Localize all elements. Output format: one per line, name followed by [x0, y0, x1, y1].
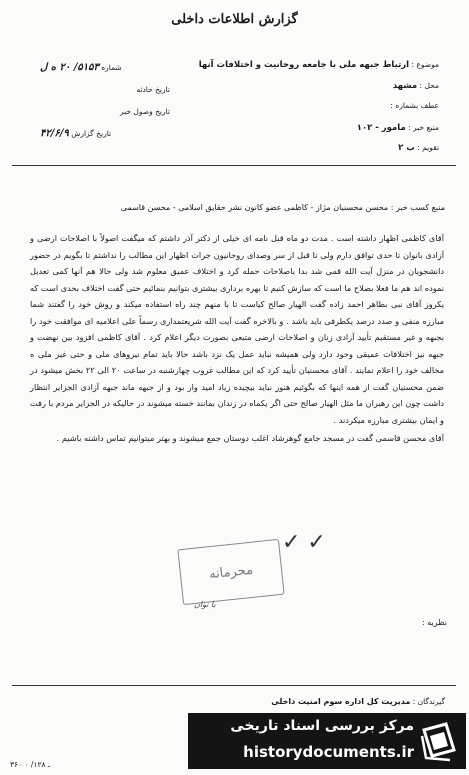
handwritten-scribble: ✓ ✓ — [282, 530, 326, 555]
place-value: مشهد — [392, 81, 418, 91]
report-date-row — [40, 128, 111, 139]
source-label: منبع خبر : — [408, 123, 439, 132]
document-title: گزارش اطلاعات داخلی — [171, 12, 298, 27]
receipt-date-label: تاریخ وصول خبر — [119, 107, 170, 116]
watermark-url: historydocuments.ir — [243, 743, 414, 761]
source-value: مامور - ۱۰۲ — [356, 123, 406, 133]
subject-row — [199, 60, 439, 70]
receivers-value: مدیریت کل اداره سوم امنیت داخلی — [271, 697, 411, 706]
header-divider — [12, 165, 456, 166]
report-date-label: تاریخ گزارش — [71, 129, 112, 138]
body-paragraph: آقای کاظمی اظهار داشته است . مدت دو ماه قبل نامه ای خیلی از دکتر آذر داشتم که میگفت اصولاً با اصلاحات ارضی و آزادی بانوان تا حدی توافق دارم ولی تا قبل از سر وصدای روحانیون جرات اظهار این مطالب را نداشتم تا بگویم در حضور دانشجویان در منزل آیت الله قمی شد بدا باصلاحات حمله کرد و اختلاف عمیق معلوم شد ولی حالا هم آنها کمی تعدیل نموده اند هم ما فعلا بصلاح ما است که سازش کنیم تا بهره برداری بیشتری بتوانیم بنمائیم حتی گفت اختلاف بحدی است که یکروز آقای نبی بطاهر احمد زاده گفت الهیار صالح کیاست تا با منهم چند راه استفاده میکند و روش خود را گفتند شما مبارزه منفی و صدد درصد یکطرفی باید باشد . و بالاخره گفت آیت الله شریعتمداری رسماً علی اعلامیه ای موافقت خود را بجبهه و غیر مستقیم تأیید آزادی زنان و اصلاحات ارضی متبعی بصورت دیگر اعلام کرد . آقای کاظمی افزود بین نهضت و جبهه نیز اختلافات عمیقی وجود دارد ولی همیشه نباید عمل یک نزد باشد حالا باید تمام نیروهای ملی و حتی غیر ملی ه مخالف خود را اعلام نمایند . آقای محسنیان تأیید کرد که این مطالب غروب چهارشنبه در ساعت ۲۰ الی ۲۲ بخش میشود در ضمن محسنیان گفت از همه اینها که بگوئیم هنوز نباید بیچیده زیاد امید وار بود و از جبهه ماند جبهه آزادی الجزایر انتظار داشت چون این رهبران ما مثل الهیار صالح حتی اگر یکماه در زندان بمانند خسته میشوند در حالیکه در الجزایر مردم با رفت و ایمان بیشتری مبارزه میکردند . — [30, 233, 444, 425]
number-value: ۵۱۵۳/ ۲۰ ه ل — [40, 62, 99, 73]
receivers-row — [271, 697, 445, 706]
body-paragraph: آقای محسن قاسمی گفت در مسجد جامع گوهرشاد اغلب دوستان جمع میشوند و بهتر میتوانیم تماس داشته باشیم . — [56, 433, 444, 443]
calendar-label: تقویم : — [417, 143, 439, 152]
confidential-stamp: محرمانه — [177, 539, 284, 605]
calendar-value: ب ۲ — [398, 143, 415, 153]
document-stack-icon — [420, 720, 458, 762]
reference-label: عطف بشماره : — [390, 101, 439, 110]
subject-label: موضوع : — [411, 60, 439, 69]
reference-row — [390, 101, 439, 110]
watermark-title: مرکز بررسی اسناد تاریخی — [230, 718, 414, 734]
report-date-value: ۴۲/۶/۹ — [40, 128, 69, 139]
place-label: محل : — [419, 81, 439, 90]
footer-divider — [12, 685, 456, 686]
event-date-row — [40, 85, 170, 94]
source-line: منبع کسب خبر : محسن محسنیان مژاز - کاظمی عضو کانون نشر حقایق اسلامی - محسن قاسمی — [120, 203, 445, 212]
report-body — [30, 230, 444, 447]
calendar-row — [398, 143, 439, 153]
subject-value: ارتباط جبهه ملی با جامعه روحانیت و اختلافات آنها — [198, 60, 410, 70]
number-label: شماره — [101, 63, 122, 72]
place-row — [393, 81, 439, 91]
event-date-label: تاریخ حادثه — [136, 85, 170, 94]
opinion-label: نظریه : — [422, 618, 447, 627]
receivers-label: گیرندگان : — [412, 697, 445, 706]
source-row — [357, 123, 439, 133]
watermark-logo — [188, 713, 466, 769]
receipt-date-row — [40, 107, 170, 116]
number-row — [40, 62, 122, 73]
signature: با نوان — [194, 600, 216, 609]
document-number: ۳۶۰ ـ ۱۲۸/ ۰ — [10, 760, 51, 769]
